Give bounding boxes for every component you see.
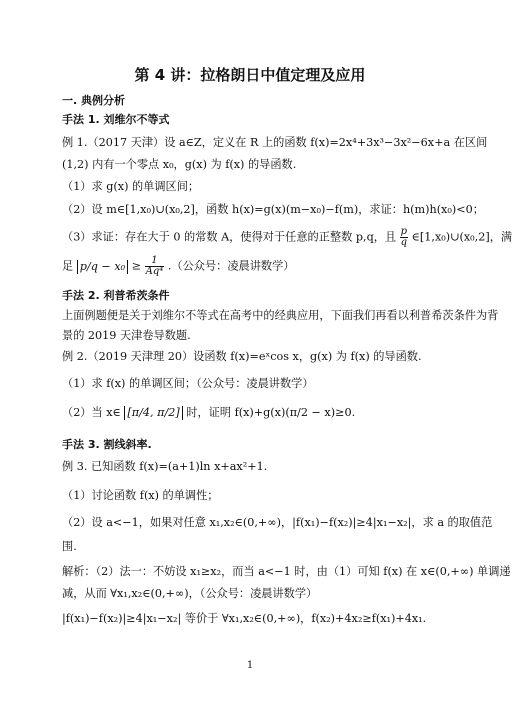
fraction-numerator: p [400, 226, 408, 237]
example-3-question-1: （1）讨论函数 f(x) 的单调性； [62, 489, 219, 502]
method-2-description-cont: 景的 2019 天津卷导数题. [62, 329, 191, 342]
question-3-suffix: .（公众号：凌晨讲数学） [167, 259, 295, 273]
solution-line-3: |f(x₁)−f(x₂)|≥4|x₁−x₂| 等价于 ∀x₁,x₂∈(0,+∞)，f(x₂)+4x₂≥f(x₁)+4x₁. [62, 612, 427, 625]
absolute-value-expression: p/q − x₀ [77, 260, 128, 274]
question-3-text-cont: ∈[1,x₀)∪(x₀,2]，满 [411, 230, 512, 244]
solution-line-2: 减，从而 ∀x₁,x₂∈(0,+∞)，（公众号：凌晨讲数学） [62, 587, 318, 600]
fraction-one-over-aq4 [145, 256, 165, 277]
solution-line-1: 解析：（2）法一：不妨设 x₁≥x₂，而当 a<−1 时，由（1）可知 f(x) 在 x∈(0,+∞) 单调递 [62, 565, 511, 578]
fraction-p-over-q [400, 227, 408, 248]
question-2-prefix: （2）当 x∈ [62, 406, 121, 419]
question-3-prefix: 足 [62, 259, 74, 273]
example-1-question-1: （1）求 g(x) 的单调区间； [62, 180, 200, 193]
question-3-text: （3）求证：存在大于 0 的常数 A，使得对于任意的正整数 p,q，且 [62, 230, 397, 244]
example-2-statement: 例 2.（2019 天津理 20）设函数 f(x)=eˣcos x，g(x) 为 f(x) 的导函数. [62, 350, 422, 363]
page-number: 1 [246, 660, 254, 671]
method-heading-2: 手法 2. 利普希茨条件 [62, 289, 170, 302]
question-2-suffix: 时，证明 f(x)+g(x)(π/2 − x)≥0. [186, 406, 356, 419]
example-1-statement: 例 1.（2017 天津）设 a∈Z，定义在 R 上的函数 f(x)=2x⁴+3x³−3x²−6x+a 在区间 [62, 136, 488, 149]
section-heading: 一. 典例分析 [62, 94, 126, 107]
fraction-numerator: 1 [145, 256, 165, 267]
example-1-statement-cont: (1,2) 内有一个零点 x₀，g(x) 为 f(x) 的导函数. [62, 158, 297, 171]
method-heading-1: 手法 1. 刘维尔不等式 [62, 113, 170, 126]
example-1-question-2: （2）设 m∈[1,x₀)∪(x₀,2]，函数 h(x)=g(x)(m−x₀)−f(m)，求证：h(m)h(x₀)<0； [62, 203, 484, 216]
example-1-question-3-cont [62, 256, 294, 277]
example-3-question-2: （2）设 a<−1，如果对任意 x₁,x₂∈(0,+∞)，|f(x₁)−f(x₂)|≥4|x₁−x₂|，求 a 的取值范 [62, 516, 493, 529]
relation-sign: ≥ [131, 259, 142, 273]
example-3-statement: 例 3. 已知函数 f(x)=(a+1)ln x+ax²+1. [62, 460, 268, 473]
method-2-description: 上面例题便是关于刘维尔不等式在高考中的经典应用，下面我们再看以利普希茨条件为背 [62, 309, 499, 322]
example-3-question-2-cont: 围. [62, 540, 77, 553]
fraction-denominator: Aq⁴ [145, 266, 164, 277]
example-2-question-2 [62, 406, 355, 420]
interval-expression: [π/4, π/2] [124, 406, 182, 420]
fraction-denominator: q [400, 237, 408, 248]
example-1-question-3 [62, 227, 512, 248]
method-heading-3: 手法 3. 割线斜率. [62, 438, 152, 451]
example-2-question-1: （1）求 f(x) 的单调区间；（公众号：凌晨讲数学） [62, 377, 314, 390]
page-title: 第 4 讲：拉格朗日中值定理及应用 [134, 66, 366, 84]
